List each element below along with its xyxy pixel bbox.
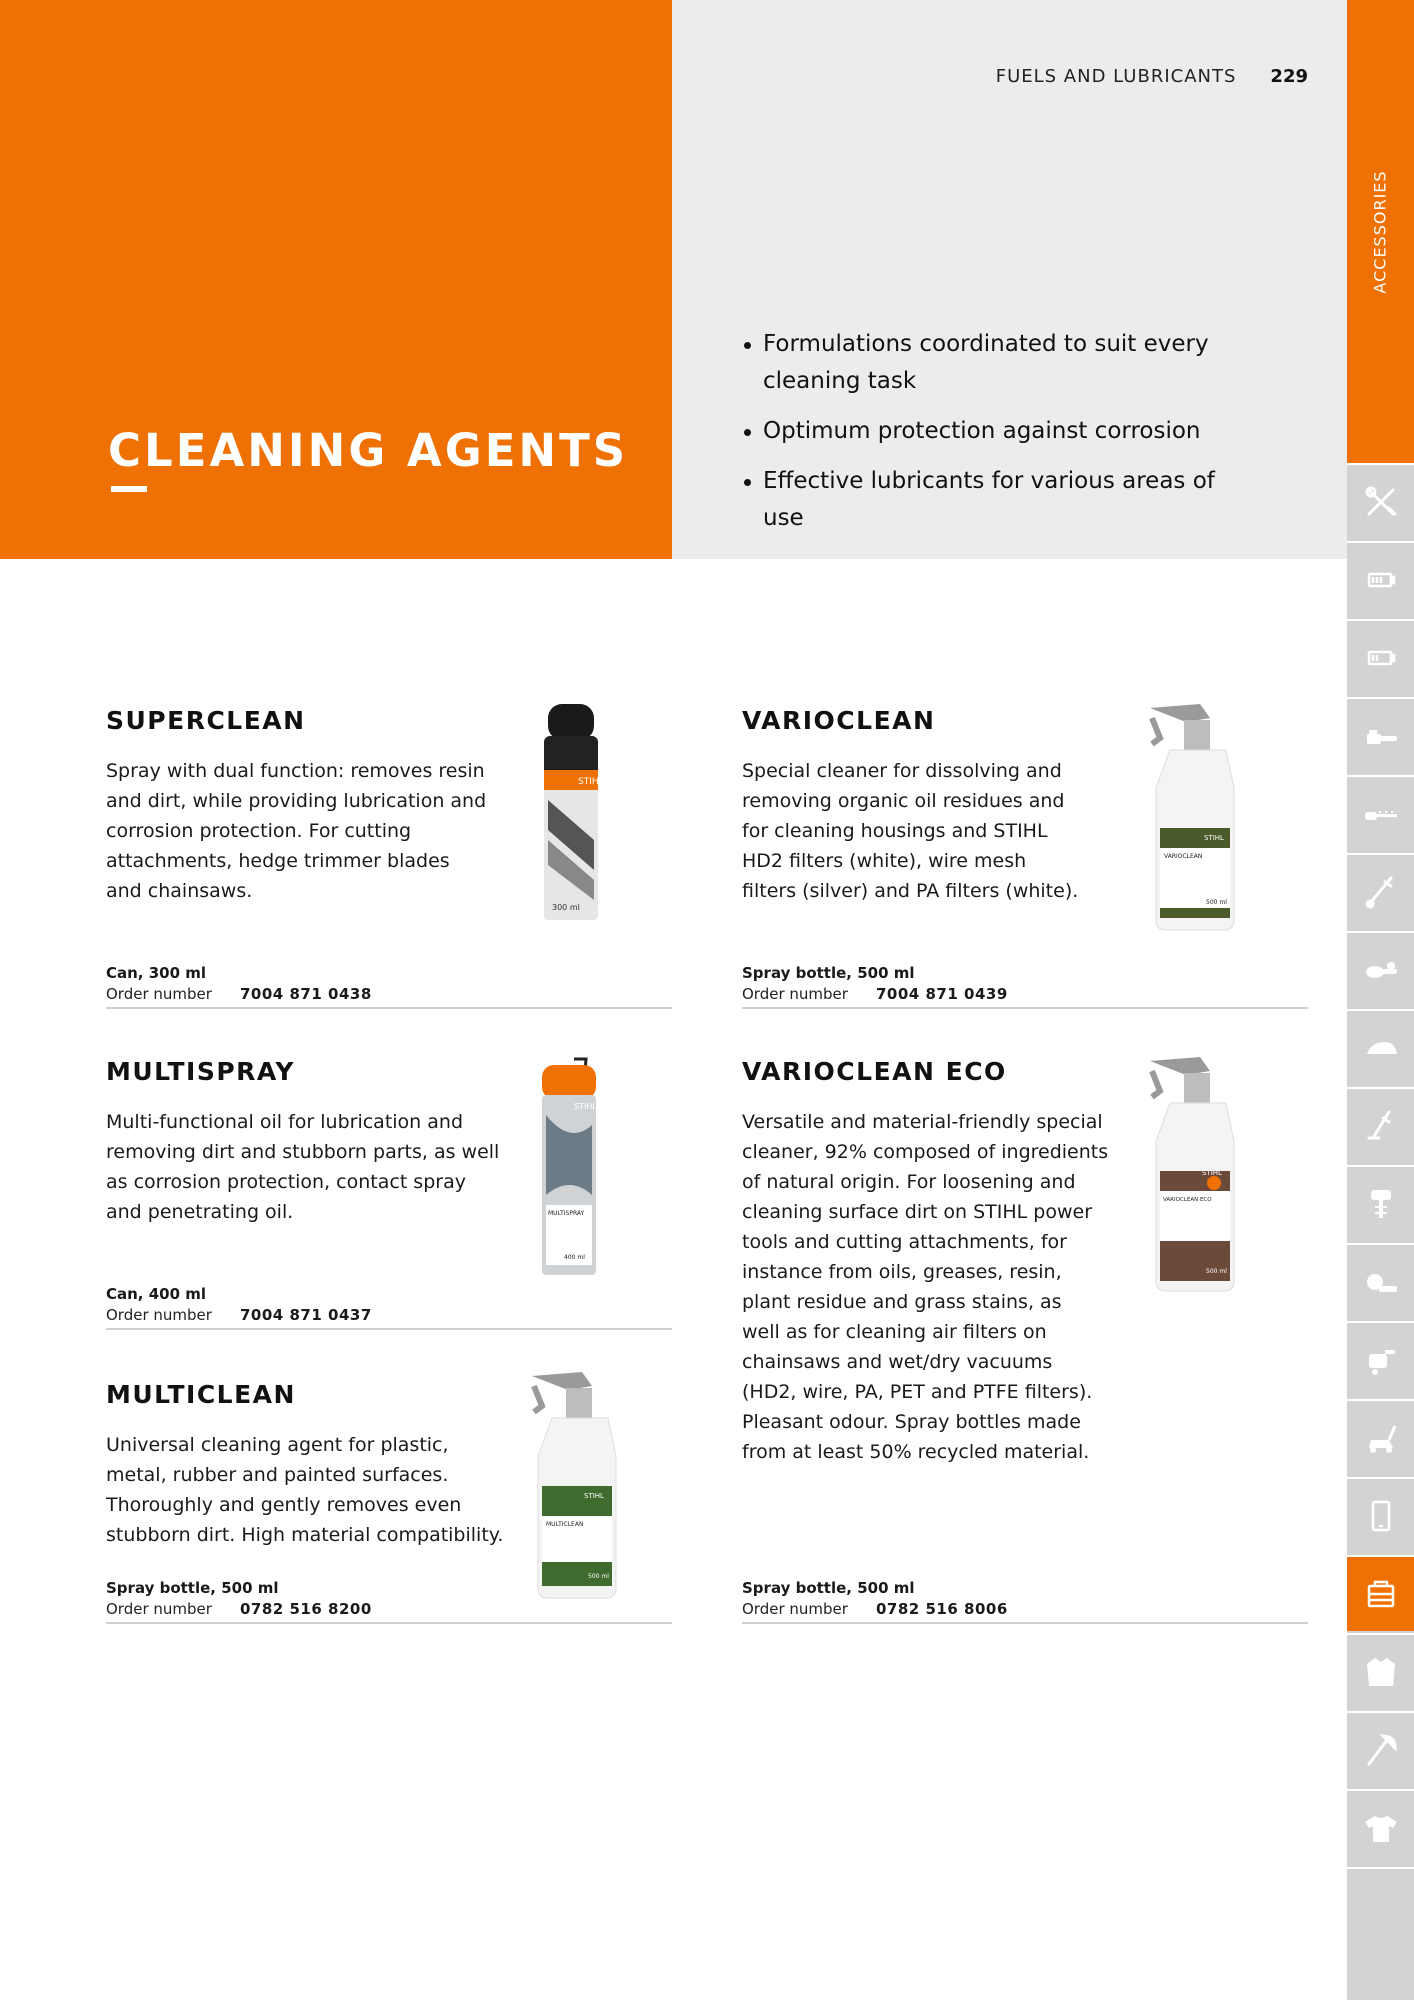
multispray-can-image — [524, 1055, 614, 1287]
desc-line: (HD2, wire, PA, PET and PTFE filters). — [742, 1381, 1093, 1403]
sidebar-tab-robot-mowers[interactable] — [1347, 1009, 1414, 1085]
product-title: VARIOCLEAN ECO — [742, 1057, 1007, 1086]
title-underline — [111, 486, 147, 492]
varioclean-bottle-image — [1130, 698, 1260, 938]
product-title: MULTICLEAN — [106, 1380, 296, 1409]
desc-line: plant residue and grass stains, as — [742, 1291, 1062, 1313]
chainsaw-icon — [1361, 716, 1401, 756]
tools-icon — [1361, 482, 1401, 522]
desc-line: HD2 filters (white), wire mesh — [742, 850, 1027, 872]
sidebar-tab-protective-clothing[interactable] — [1347, 1633, 1414, 1709]
brushcutter-icon — [1361, 872, 1401, 912]
sidebar-tab-battery-2[interactable] — [1347, 619, 1414, 695]
desc-line: for cleaning housings and STIHL — [742, 820, 1048, 842]
desc-line: Multi-functional oil for lubrication and — [106, 1111, 464, 1133]
desc-line: attachments, hedge trimmer blades — [106, 850, 450, 872]
smartphone-icon — [1361, 1496, 1401, 1536]
order-label: Order number — [742, 1600, 848, 1618]
benefit-text: Optimum protection against corrosion — [763, 418, 1201, 444]
order-number: 7004 871 0437 — [240, 1306, 372, 1324]
order-label: Order number — [106, 985, 212, 1003]
order-label: Order number — [106, 1306, 212, 1324]
product-title: MULTISPRAY — [106, 1057, 295, 1086]
desc-line: and dirt, while providing lubrication and — [106, 790, 487, 812]
pack-size: Spray bottle, 500 ml — [742, 964, 915, 982]
sidebar-tab-battery-1[interactable] — [1347, 541, 1414, 617]
bottle-volume-label: 500 ml — [1206, 1268, 1227, 1275]
tshirt-icon — [1361, 1808, 1401, 1848]
bullet-icon — [744, 479, 751, 486]
desc-line: chainsaws and wet/dry vacuums — [742, 1351, 1053, 1373]
can-volume-label: 300 ml — [552, 903, 580, 912]
order-row — [742, 1600, 1308, 1618]
sidebar-tab-hedge-trimmers[interactable] — [1347, 775, 1414, 851]
product-multiclean — [106, 1380, 672, 1629]
robot-mower-icon — [1361, 1028, 1401, 1068]
pack-size: Spray bottle, 500 ml — [106, 1579, 279, 1597]
bullet-icon — [744, 429, 751, 436]
bottle-product-label: VARIOCLEAN — [1164, 853, 1203, 860]
axe-icon — [1361, 1730, 1401, 1770]
product-description — [106, 1107, 499, 1227]
sidebar-tab-merchandise[interactable] — [1347, 1789, 1414, 1865]
sidebar-tab-trimmers[interactable] — [1347, 1087, 1414, 1163]
varioclean-eco-bottle-image — [1130, 1051, 1260, 1299]
bottle-brand-label: STIHL — [584, 1492, 604, 1500]
product-varioclean-eco — [742, 1057, 1308, 1629]
sidebar-tab-forestry-tools[interactable] — [1347, 1711, 1414, 1787]
product-footer — [742, 964, 1308, 1009]
order-label: Order number — [106, 1600, 212, 1618]
desc-line: filters (silver) and PA filters (white). — [742, 880, 1079, 902]
desc-line: stubborn dirt. High material compatibility. — [106, 1524, 504, 1546]
desc-line: from at least 50% recycled material. — [742, 1441, 1090, 1463]
sidebar-tab-blowers[interactable] — [1347, 931, 1414, 1007]
product-footer — [106, 1285, 672, 1330]
can-brand-label: STIHL — [574, 1102, 597, 1111]
bottle-volume-label: 500 ml — [588, 1573, 609, 1580]
desc-line: Universal cleaning agent for plastic, — [106, 1434, 449, 1456]
sidebar-tab-brushcutters[interactable] — [1347, 853, 1414, 929]
page-title: CLEANING AGENTS — [108, 424, 629, 477]
product-varioclean — [742, 706, 1308, 1014]
bottle-product-label: VARIOCLEAN ECO — [1163, 1197, 1212, 1203]
desc-line: cleaning surface dirt on STIHL power — [742, 1201, 1093, 1223]
desc-line: of natural origin. For loosening and — [742, 1171, 1076, 1193]
sidebar-tab-cut-off-saws[interactable] — [1347, 1243, 1414, 1319]
desc-line: well as for cleaning air filters on — [742, 1321, 1047, 1343]
product-multispray — [106, 1057, 672, 1335]
product-description — [106, 1430, 503, 1550]
bullet-icon — [744, 342, 751, 349]
battery-icon — [1361, 638, 1401, 678]
jacket-icon — [1361, 1652, 1401, 1692]
desc-line: Versatile and material-friendly special — [742, 1111, 1103, 1133]
cut-off-saw-icon — [1361, 1262, 1401, 1302]
product-footer — [742, 1579, 1308, 1624]
desc-line: corrosion protection. For cutting — [106, 820, 412, 842]
order-number: 7004 871 0438 — [240, 985, 372, 1003]
desc-line: cleaner, 92% composed of ingredients — [742, 1141, 1109, 1163]
sidebar-tab-empty — [1347, 1867, 1414, 1943]
order-number: 0782 516 8200 — [240, 1600, 372, 1618]
running-head — [996, 66, 1308, 87]
sidebar-tab-accessories[interactable] — [1347, 1555, 1414, 1631]
order-row — [742, 985, 1308, 1003]
superclean-can-image — [526, 700, 616, 932]
sidebar-tab-lawn-mowers[interactable] — [1347, 1399, 1414, 1475]
blower-icon — [1361, 950, 1401, 990]
section-name: FUELS AND LUBRICANTS — [995, 66, 1237, 87]
desc-line: and chainsaws. — [106, 880, 253, 902]
benefit-item — [742, 326, 1262, 400]
order-number: 7004 871 0439 — [876, 985, 1008, 1003]
bottle-brand-label: STIHL — [1204, 834, 1224, 842]
desc-line: Pleasant odour. Spray bottles made — [742, 1411, 1081, 1433]
benefit-item — [742, 413, 1262, 450]
bottle-product-label: MULTICLEAN — [546, 1521, 584, 1528]
desc-line: as corrosion protection, contact spray — [106, 1171, 466, 1193]
bottle-volume-label: 500 ml — [1206, 899, 1227, 906]
sidebar-label: ACCESSORIES — [1370, 170, 1390, 294]
order-row — [106, 1306, 672, 1324]
desc-line: Spray with dual function: removes resin — [106, 760, 485, 782]
multiclean-bottle-image — [512, 1366, 642, 1606]
order-number: 0782 516 8006 — [876, 1600, 1008, 1618]
pressure-washer-icon — [1361, 1340, 1401, 1380]
order-row — [106, 985, 672, 1003]
desc-line: Special cleaner for dissolving and — [742, 760, 1062, 782]
trimmer-icon — [1361, 1106, 1401, 1146]
bottle-brand-label: STIHL — [1202, 1169, 1222, 1177]
sidebar-tab-chainsaws[interactable] — [1347, 697, 1414, 773]
desc-line: and penetrating oil. — [106, 1201, 294, 1223]
sidebar-tab-pressure-washers[interactable] — [1347, 1321, 1414, 1397]
pack-size: Can, 300 ml — [106, 964, 207, 982]
benefit-item — [742, 463, 1262, 537]
product-footer — [106, 964, 672, 1009]
order-label: Order number — [742, 985, 848, 1003]
can-brand-label: STIHL — [578, 777, 604, 787]
sidebar-tab-tools[interactable] — [1347, 463, 1414, 539]
product-description — [742, 756, 1078, 906]
product-title: SUPERCLEAN — [106, 706, 306, 735]
benefit-text: Effective lubricants for various areas of use — [763, 468, 1215, 531]
product-description — [106, 756, 486, 906]
product-superclean — [106, 706, 672, 1014]
sidebar-tab-earth-augers[interactable] — [1347, 1165, 1414, 1241]
benefit-text: Formulations coordinated to suit every cleaning task — [763, 331, 1209, 394]
page-number: 229 — [1270, 66, 1308, 87]
toolbox-icon — [1361, 1574, 1401, 1614]
desc-line: Thoroughly and gently removes even — [106, 1494, 462, 1516]
desc-line: metal, rubber and painted surfaces. — [106, 1464, 449, 1486]
benefits-list — [742, 326, 1262, 550]
desc-line: removing organic oil residues and — [742, 790, 1065, 812]
can-volume-label: 400 ml — [564, 1254, 585, 1261]
sidebar-tab-smart-connector[interactable] — [1347, 1477, 1414, 1553]
product-title: VARIOCLEAN — [742, 706, 936, 735]
category-sidebar — [1347, 0, 1414, 2000]
lawn-mower-icon — [1361, 1418, 1401, 1458]
battery-icon — [1361, 560, 1401, 600]
desc-line: instance from oils, greases, resin, — [742, 1261, 1062, 1283]
earth-auger-icon — [1361, 1184, 1401, 1224]
product-description — [742, 1107, 1108, 1467]
pack-size: Spray bottle, 500 ml — [742, 1579, 915, 1597]
desc-line: tools and cutting attachments, for — [742, 1231, 1067, 1253]
can-product-label: MULTISPRAY — [548, 1210, 585, 1217]
hedge-trimmer-icon — [1361, 794, 1401, 834]
desc-line: removing dirt and stubborn parts, as well — [106, 1141, 500, 1163]
pack-size: Can, 400 ml — [106, 1285, 207, 1303]
